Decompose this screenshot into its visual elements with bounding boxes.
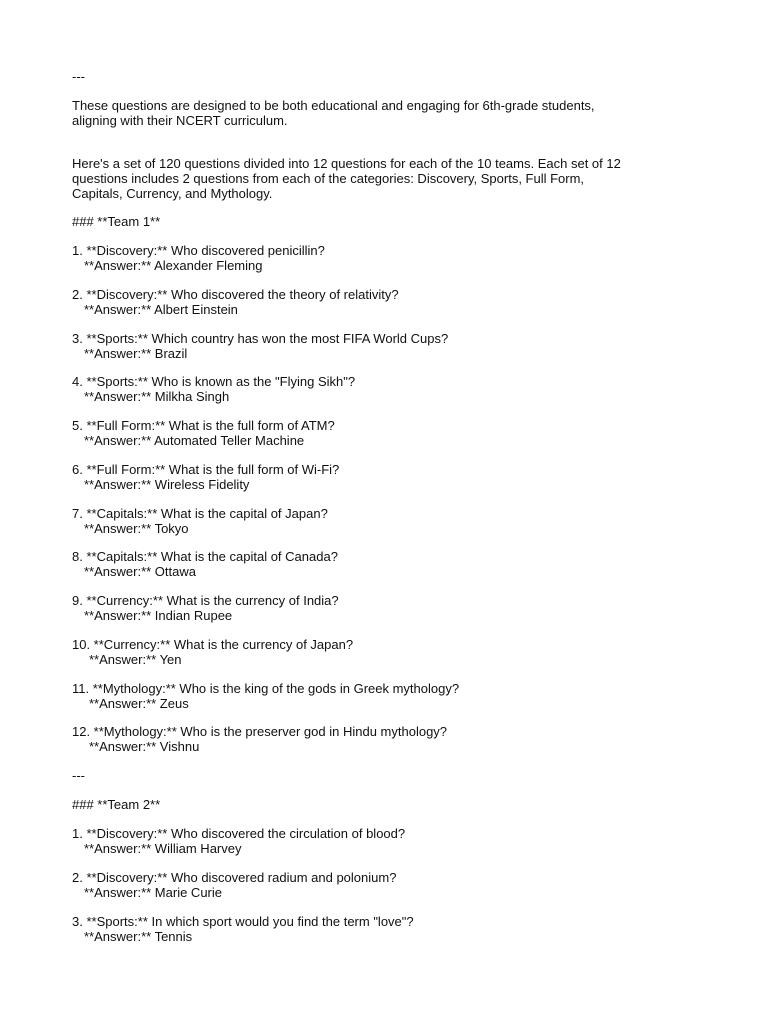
intro-line-2: aligning with their NCERT curriculum. [72,113,288,128]
overview-line-1: Here's a set of 120 questions divided into 12 questions for each of the 10 teams. Each set of 12 [72,156,621,171]
team1-question-2: 2. **Discovery:** Who discovered the theory of relativity? [72,287,399,302]
team1-question-8: 8. **Capitals:** What is the capital of Canada? [72,549,338,564]
separator-mid: --- [72,768,85,783]
team2-question-3: 3. **Sports:** In which sport would you find the term "love"? [72,914,414,929]
team1-question-6: 6. **Full Form:** What is the full form of Wi-Fi? [72,462,340,477]
team1-heading: ### **Team 1** [72,214,161,229]
team1-question-5: 5. **Full Form:** What is the full form of ATM? [72,418,335,433]
team1-question-9: 9. **Currency:** What is the currency of India? [72,593,339,608]
team2-question-2: 2. **Discovery:** Who discovered radium and polonium? [72,870,397,885]
team1-answer-3: **Answer:** Brazil [84,346,188,361]
team2-answer-3: **Answer:** Tennis [84,929,193,944]
overview-line-3: Capitals, Currency, and Mythology. [72,186,273,201]
team1-answer-2: **Answer:** Albert Einstein [84,302,238,317]
team2-question-1: 1. **Discovery:** Who discovered the circulation of blood? [72,826,406,841]
team1-question-3: 3. **Sports:** Which country has won the most FIFA World Cups? [72,331,449,346]
team1-answer-12: **Answer:** Vishnu [89,739,200,754]
overview-line-2: questions includes 2 questions from each of the categories: Discovery, Sports, Full Form, [72,171,585,186]
team1-question-7: 7. **Capitals:** What is the capital of Japan? [72,506,328,521]
team1-answer-9: **Answer:** Indian Rupee [84,608,233,623]
team1-answer-10: **Answer:** Yen [89,652,182,667]
team1-answer-6: **Answer:** Wireless Fidelity [84,477,250,492]
team2-answer-2: **Answer:** Marie Curie [84,885,222,900]
intro-line-1: These questions are designed to be both educational and engaging for 6th-grade students, [72,98,595,113]
team1-answer-4: **Answer:** Milkha Singh [84,389,230,404]
team1-question-10: 10. **Currency:** What is the currency of Japan? [72,637,354,652]
team1-question-11: 11. **Mythology:** Who is the king of the gods in Greek mythology? [72,681,460,696]
team1-answer-7: **Answer:** Tokyo [84,521,189,536]
team1-question-1: 1. **Discovery:** Who discovered penicillin? [72,243,325,258]
team1-question-4: 4. **Sports:** Who is known as the "Flying Sikh"? [72,374,356,389]
team1-answer-11: **Answer:** Zeus [89,696,189,711]
team2-heading: ### **Team 2** [72,797,161,812]
team1-answer-1: **Answer:** Alexander Fleming [84,258,263,273]
team1-question-12: 12. **Mythology:** Who is the preserver god in Hindu mythology? [72,724,448,739]
separator-top: --- [72,69,85,84]
team2-answer-1: **Answer:** William Harvey [84,841,242,856]
team1-answer-5: **Answer:** Automated Teller Machine [84,433,305,448]
team1-answer-8: **Answer:** Ottawa [84,564,196,579]
